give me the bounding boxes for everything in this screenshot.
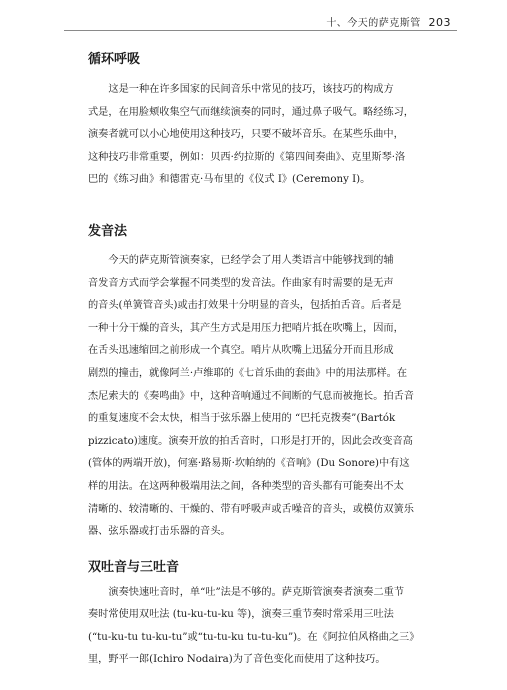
text-line: 清晰的、较清晰的、干燥的、带有呼吸声或舌噪音的音头，或模仿双簧乐 [88,503,414,515]
section-title: 发音法 [88,223,128,239]
text-line: 今天的萨克斯管演奏家，已经学会了用人类语言中能够找到的辅 [108,254,394,266]
text-line: 演奏者就可以小心地使用这种技巧，只要不破坏音乐。在某些乐曲中， [88,129,404,141]
text-line: 杰尼索夫的《奏鸣曲》中，这种音响通过不间断的气息而被拖长。拍舌音 [88,390,414,402]
section-title: 双吐音与三吐音 [88,559,180,575]
text-line: 样的用法。在这两种极端用法之间，各种类型的音头都有可能奏出不太 [88,480,404,492]
header-rule [64,30,457,31]
section-title: 循环呼吸 [88,52,141,67]
text-line: 这是一种在许多国家的民间音乐中常见的技巧，该技巧的构成方 [108,84,394,95]
text-line: 音发音方式而学会掌握不同类型的发音法。作曲家有时需要的是无声 [88,277,394,289]
paragraph [88,250,468,544]
text-line: 一种十分干燥的音头，其产生方式是用压力把哨片抵在吹嘴上，因而， [88,322,404,334]
text-line: 奏时常使用双吐法 (tu-ku-tu-ku 等)，演奏三重节奏时常采用三吐法 [88,609,394,621]
text-line: (管体的两端开放)，何塞·路易斯·坎帕纳的《音响》(Du Sonore)中有这 [88,458,410,470]
text-line: 器、弦乐器或打击乐器的音头。 [88,526,231,538]
paragraph [88,582,468,672]
running-header [326,14,451,29]
page-body [88,50,468,672]
chapter-title: 十、今天的萨克斯管 [326,18,421,29]
section-circular-breathing [88,50,468,192]
text-line: 巴的《练习曲》和德雷克·马布里的《仪式 I》(Ceremony I)。 [88,174,371,186]
text-line: 里，野平一郎(Ichiro Nodaira)为了音色变化而使用了这种技巧。 [88,654,386,666]
text-line: 式是，在用脸颊收集空气而继续演奏的同时，通过鼻子吸气。略经练习， [88,106,414,118]
text-line: 这种技巧非常重要，例如：贝西·约拉斯的《第四间奏曲》、克里斯琴·洛 [88,151,406,163]
text-line: 的音头(单簧管音头)或击打效果十分明显的音头，包括拍舌音。后者是 [88,300,402,312]
text-line: (“tu-ku-tu tu-ku-tu”或“tu-tu-ku tu-tu-ku”)。在《阿拉伯风格曲之三》 [88,631,420,643]
text-line: 剧烈的撞击，就像阿兰·卢维耶的《七首乐曲的套曲》中的用法那样。在 [88,367,408,379]
paragraph [88,79,468,192]
section-articulation [88,222,468,544]
text-line: pizzicato)速度。演奏开放的拍舌音时，口形是打开的，因此会改变音高 [88,435,413,447]
text-line: 的重复速度不会太快，相当于弦乐器上使用的 “巴托克拨奏”(Bartók [88,413,396,425]
text-line: 在舌头迅速缩回之前形成一个真空。哨片从吹嘴上迅猛分开而且形成 [88,345,394,357]
page-number: 203 [428,16,451,29]
section-double-triple-tonguing [88,558,468,672]
text-line: 演奏快速吐音时，单“吐”法是不够的。萨克斯管演奏者演奏二重节 [108,586,405,598]
